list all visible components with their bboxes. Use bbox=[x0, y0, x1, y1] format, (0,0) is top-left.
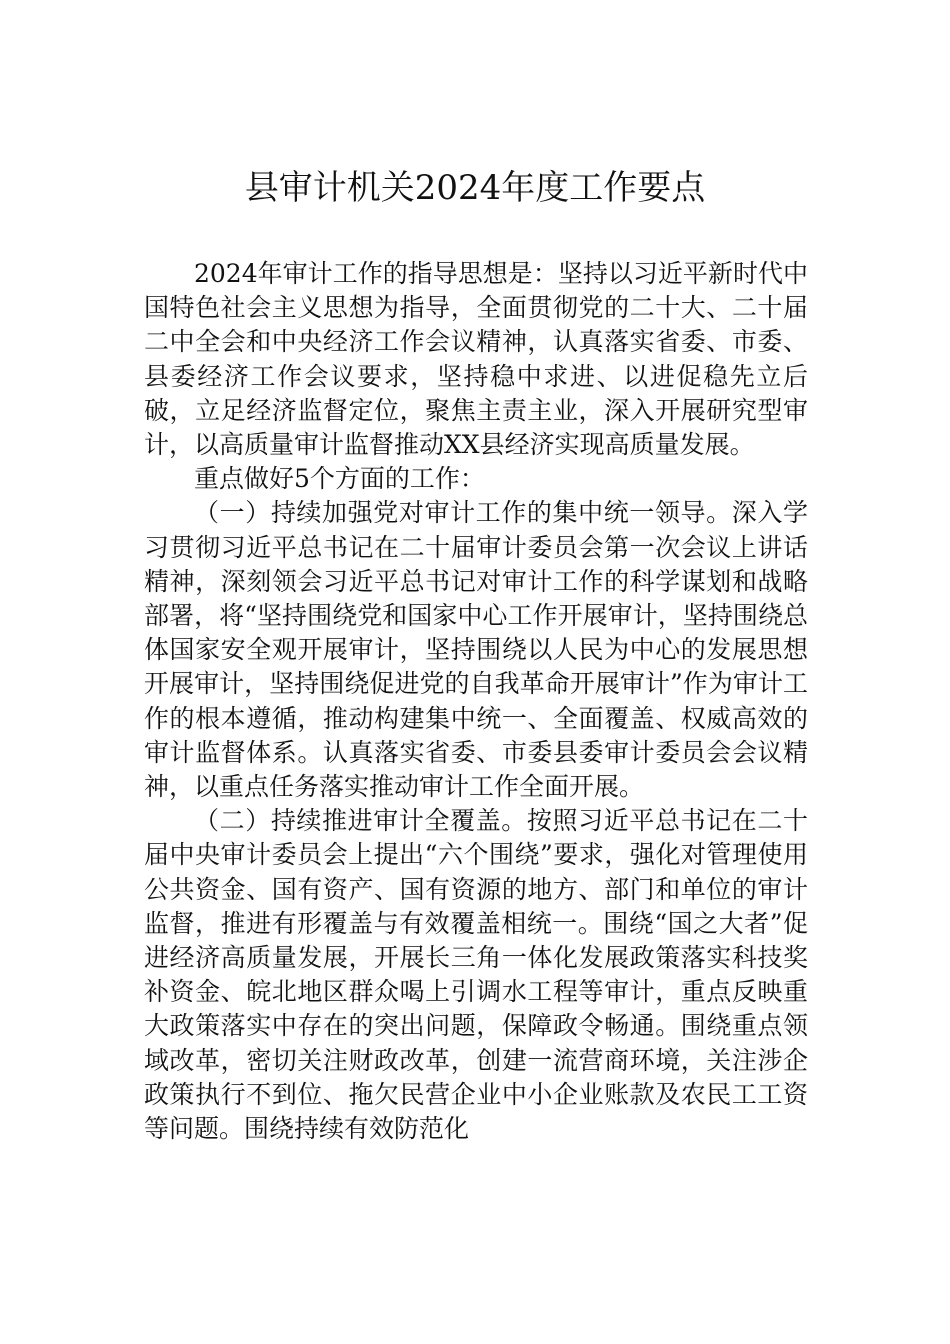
document-body bbox=[144, 257, 808, 1146]
paragraph-section-2: （二）持续推进审计全覆盖。按照习近平总书记在二十届中央审计委员会上提出“六个围绕”要求，强化对管理使用公共资金、国有资产、国有资源的地方、部门和单位的审计监督，推进有形覆盖与有效覆盖相统一。围绕“国之大者”促进经济高质量发展，开展长三角一体化发展政策落实科技奖补资金、皖北地区群众喝上引调水工程等审计，重点反映重大政策落实中存在的突出问题，保障政令畅通。围绕重点领域改革，密切关注财政改革，创建一流营商环境，关注涉企政策执行不到位、拖欠民营企业中小企业账款及农民工工资等问题。围绕持续有效防范化 bbox=[144, 806, 808, 1144]
document-title: 县审计机关2024年度工作要点 bbox=[244, 168, 706, 208]
paragraph-key-tasks-intro: 重点做好5个方面的工作： bbox=[194, 464, 485, 494]
paragraph-section-1: （一）持续加强党对审计工作的集中统一领导。深入学习贯彻习近平总书记在二十届审计委员会第一次会议上讲话精神，深刻领会习近平总书记对审计工作的科学谋划和战略部署，将“坚持围绕党和国家中心工作开展审计，坚持围绕总体国家安全观开展审计，坚持围绕以人民为中心的发展思想开展审计，坚持围绕促进党的自我革命开展审计”作为审计工作的根本遵循，推动构建集中统一、全面覆盖、权威高效的审计监督体系。认真落实省委、市委县委审计委员会会议精神，以重点任务落实推动审计工作全面开展。 bbox=[144, 498, 808, 802]
paragraph-guiding-ideology: 2024年审计工作的指导思想是：坚持以习近平新时代中国特色社会主义思想为指导，全面贯彻党的二十大、二十届二中全会和中央经济工作会议精神，认真落实省委、市委、县委经济工作会议要求，坚持稳中求进、以进促稳先立后破，立足经济监督定位，聚焦主责主业，深入开展研究型审计，以高质量审计监督推动XX县经济实现高质量发展。 bbox=[144, 259, 808, 460]
